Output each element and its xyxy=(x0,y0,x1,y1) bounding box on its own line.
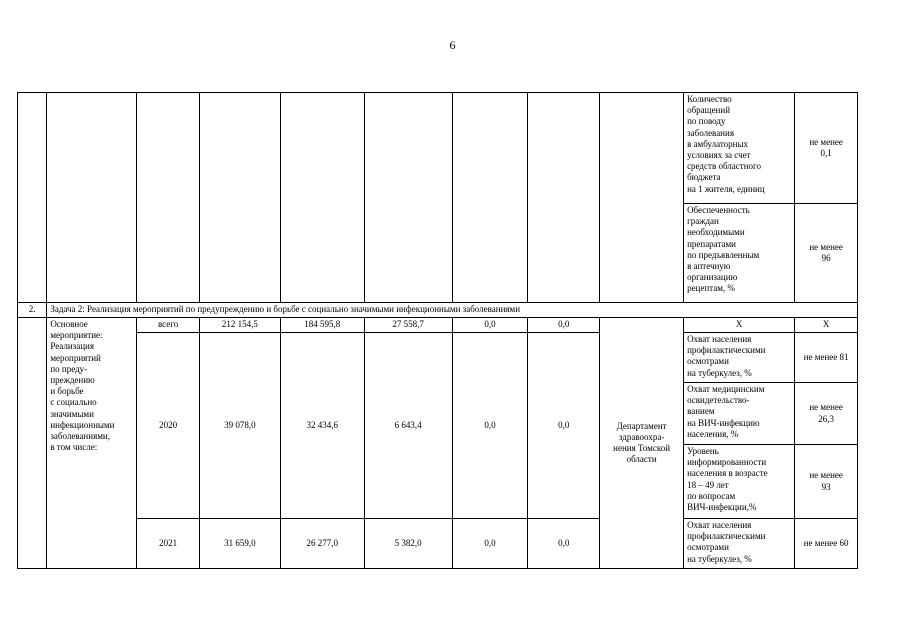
indicator-value: не менее 96 xyxy=(795,204,858,303)
task-title: Задача 2: Реализация мероприятий по предупреждению и борьбе с социально значимыми инфекционными заболеваниями xyxy=(47,303,858,318)
measure-name: Основное мероприятие: Реализация мероприятий по преду- преждению и борьбе с социально значимыми инфекционными заболеваниями, в том числе: xyxy=(47,318,137,569)
task-row xyxy=(18,303,858,318)
indicator-name: Обеспеченность граждан необходимыми препаратами по предъявленным в аптечную организацию рецептам, % xyxy=(684,204,795,303)
indicator-name: Охват населения профилактическими осмотрами на туберкулез, % xyxy=(684,333,795,383)
total-amount: 212 154,5 xyxy=(199,318,280,333)
blank-cell xyxy=(452,93,528,303)
x-mark: Х xyxy=(795,318,858,333)
indicator-value: не менее 93 xyxy=(795,445,858,519)
total-row xyxy=(18,318,858,333)
total-amount: 31 659,0 xyxy=(199,519,280,569)
regional-amount: 5 382,0 xyxy=(364,519,452,569)
local-amount: 0,0 xyxy=(452,318,528,333)
federal-amount: 26 277,0 xyxy=(280,519,364,569)
year-row-2021 xyxy=(18,519,858,569)
regional-amount: 27 558,7 xyxy=(364,318,452,333)
local-amount: 0,0 xyxy=(452,519,528,569)
department: Департамент здравоохра- нения Томской области xyxy=(600,318,684,569)
year-row-2020 xyxy=(18,333,858,383)
page-number: 6 xyxy=(449,38,456,52)
blank-cell xyxy=(137,93,200,303)
blank-cell xyxy=(600,93,684,303)
blank-cell xyxy=(364,93,452,303)
local-amount: 0,0 xyxy=(452,333,528,519)
other-amount: 0,0 xyxy=(528,519,600,569)
blank-cell xyxy=(280,93,364,303)
blank-cell xyxy=(18,93,47,303)
program-table xyxy=(17,92,858,569)
blank-cell xyxy=(528,93,600,303)
other-amount: 0,0 xyxy=(528,333,600,519)
regional-amount: 6 643,4 xyxy=(364,333,452,519)
task-number: 2. xyxy=(18,303,47,318)
year-cell: всего xyxy=(137,318,200,333)
x-mark: Х xyxy=(684,318,795,333)
indicator-value: не менее 26,3 xyxy=(795,383,858,445)
other-amount: 0,0 xyxy=(528,318,600,333)
blank-cell xyxy=(47,93,137,303)
continuation-row-1 xyxy=(18,93,858,204)
indicator-name: Охват медицинским освидетельство- ванием на ВИЧ-инфекцию населения, % xyxy=(684,383,795,445)
indicator-name: Охват населения профилактическими осмотрами на туберкулез, % xyxy=(684,519,795,569)
year-cell: 2020 xyxy=(137,333,200,519)
total-amount: 39 078,0 xyxy=(199,333,280,519)
indicator-value: не менее 60 xyxy=(795,519,858,569)
federal-amount: 32 434,6 xyxy=(280,333,364,519)
blank-cell xyxy=(199,93,280,303)
indicator-value: не менее 0,1 xyxy=(795,93,858,204)
federal-amount: 184 595,8 xyxy=(280,318,364,333)
blank-cell xyxy=(18,318,47,569)
indicator-name: Количество обращений по поводу заболевания в амбулаторных условиях за счет средств областного бюджета на 1 жителя, единиц xyxy=(684,93,795,204)
indicator-name: Уровень информированности населения в возрасте 18 – 49 лет по вопросам ВИЧ-инфекции,% xyxy=(684,445,795,519)
year-cell: 2021 xyxy=(137,519,200,569)
indicator-value: не менее 81 xyxy=(795,333,858,383)
